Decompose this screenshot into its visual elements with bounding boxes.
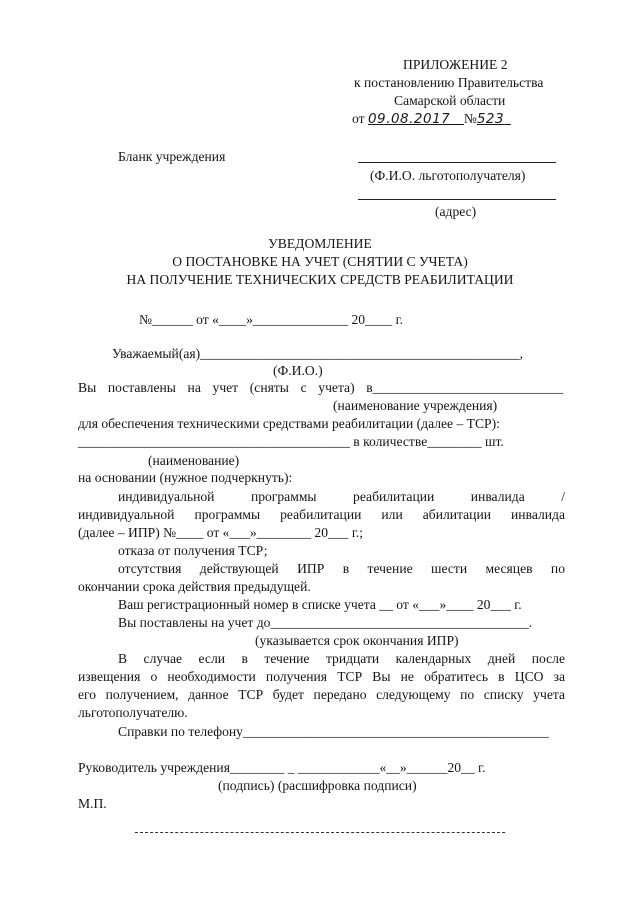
notice-paragraph-line-2: извещения о необходимости получения ТСР Вы не обратитесь в ЦСО за xyxy=(78,669,565,684)
bottom-dashed-rule xyxy=(135,832,505,833)
ipr-line-3: (далее – ИПР) №____ от «___»________ 20___ г.; xyxy=(78,525,364,540)
ipr-line-1: индивидуальной программы реабилитации инвалида / xyxy=(118,489,565,504)
item-name-caption: (наименование) xyxy=(148,453,240,468)
handwritten-date: 09.08.2017 xyxy=(367,111,451,127)
appendix-title: ПРИЛОЖЕНИЕ 2 xyxy=(403,57,508,72)
handwritten-number: 523 xyxy=(476,111,505,127)
ipr-line-2: индивидуальной программы реабилитации или абилитации инвалида xyxy=(78,507,565,522)
notice-title: УВЕДОМЛЕНИЕ xyxy=(268,236,372,251)
recipient-address-rule xyxy=(358,199,556,200)
ipr-term-caption: (указывается срок окончания ИПР) xyxy=(255,633,459,648)
recipient-address-caption: (адрес) xyxy=(435,204,477,219)
recipient-fio-caption: (Ф.И.О. льготополучателя) xyxy=(370,168,526,183)
notice-paragraph-line-1: В случае если в течение тридцати календарных дней после xyxy=(118,651,565,666)
basis-line: на основании (нужное подчеркнуть): xyxy=(78,470,293,485)
absence-line-1: отсутствия действующей ИПР в течение шести месяцев по xyxy=(118,561,565,576)
notice-paragraph-line-4: льготополучателю. xyxy=(78,705,188,720)
recipient-fio-rule xyxy=(358,162,556,163)
registration-number-line: Ваш регистрационный номер в списке учета __ от «___»____ 20___ г. xyxy=(118,597,522,612)
purpose-line: для обеспечения техническими средствами реабилитации (далее – ТСР): xyxy=(78,416,500,431)
appendix-decree-line: к постановлению Правительства xyxy=(354,75,544,90)
appendix-region-line: Самарской области xyxy=(394,93,506,108)
number-label: № xyxy=(463,111,477,126)
institution-name-caption: (наименование учреждения) xyxy=(333,398,498,413)
signature-caption: (подпись) (расшифровка подписи) xyxy=(218,778,417,793)
notice-paragraph-line-3: его получением, данное ТСР будет передано следующему по списку учета xyxy=(78,687,565,702)
notice-number-line: №______ от «____»______________ 20____ г. xyxy=(139,312,404,327)
notice-subtitle-1: О ПОСТАНОВКЕ НА УЧЕТ (СНЯТИИ С УЧЕТА) xyxy=(172,254,468,269)
stamp-label: М.П. xyxy=(78,796,107,811)
greeting-line: Уважаемый(ая)_______________________________________________, xyxy=(112,346,524,361)
refusal-line: отказа от получения ТСР; xyxy=(118,543,268,558)
fio-caption: (Ф.И.О.) xyxy=(273,363,323,378)
from-label: от xyxy=(352,111,365,126)
appendix-date-line xyxy=(352,111,511,127)
absence-line-2: окончании срока действия предыдущей. xyxy=(78,579,311,594)
registered-until-line: Вы поставлены на учет до______________________________________. xyxy=(118,615,533,630)
registered-line: Вы поставлены на учет (сняты с учета) в____________________________ xyxy=(78,380,563,395)
notice-subtitle-2: НА ПОЛУЧЕНИЕ ТЕХНИЧЕСКИХ СРЕДСТВ РЕАБИЛИТАЦИИ xyxy=(126,272,514,287)
phone-inquiries-line: Справки по телефону_____________________________________________ xyxy=(118,724,549,739)
head-signature-line: Руководитель учреждения________ _ ____________«__»______20__ г. xyxy=(78,760,486,775)
institution-blank-label: Бланк учреждения xyxy=(118,149,226,164)
quantity-line: ________________________________________ в количестве________ шт. xyxy=(78,434,504,449)
